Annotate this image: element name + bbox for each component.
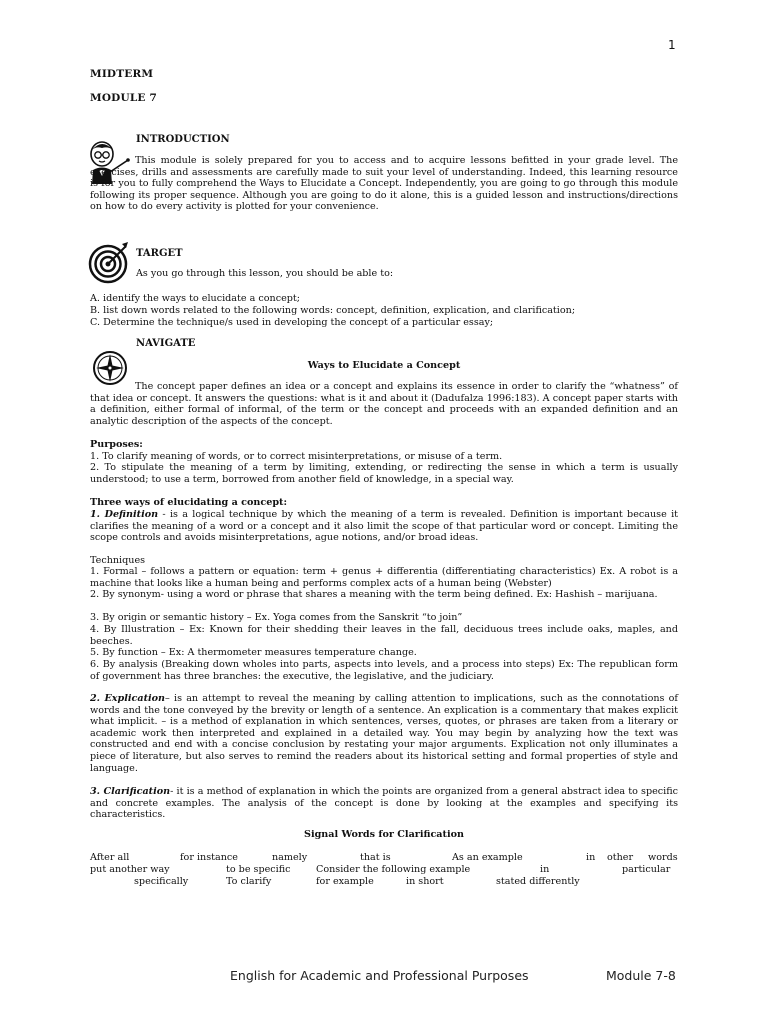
signal-word: To clarify	[226, 876, 272, 887]
signal-word: for example	[316, 876, 374, 887]
purpose-item-1: 1. To clarify meaning of words, or to correct misinterpretations, or misuse of a term.	[90, 451, 503, 462]
technique-4: 4. By Illustration – Ex: Known for their shedding their leaves in the fall, deciduous trees include oaks, maples, and beeches.	[90, 624, 678, 647]
signal-word: specifically	[134, 876, 189, 887]
explication-paragraph	[90, 693, 678, 774]
navigate-title: NAVIGATE	[136, 338, 196, 349]
footer-course: English for Academic and Professional Purposes	[230, 968, 529, 983]
module-heading: MODULE 7	[90, 92, 157, 104]
definition-paragraph	[90, 509, 678, 544]
signal-word: particular	[622, 864, 671, 875]
signal-word: After all	[90, 852, 130, 863]
signal-word: put another way	[90, 864, 170, 875]
target-title: TARGET	[136, 248, 183, 259]
technique-1: 1. Formal – follows a pattern or equation: term + genus + differentia (differentiating characteristics) Ex. A robot is a machine that looks like a human being and performs complex acts of a human being (Webster)	[90, 566, 678, 589]
introduction-paragraph: This module is solely prepared for you to access and to acquire lessons befitted in your grade level. The exercises, drills and assessments are carefully made to suit your level of understanding. Indeed, this learning resource is for you to fully comprehend the Ways to Elucidate a Concept. Independently, you are going to go through this module following its proper sequence. Although you are going to do it alone, this is a guided lesson and instructions/directions on how to do every activity is plotted for your convenience.	[90, 155, 678, 213]
three-ways-title: Three ways of elucidating a concept:	[90, 497, 288, 508]
signal-word: for instance	[180, 852, 238, 863]
definition-label: 1. Definition	[90, 509, 159, 520]
ways-heading: Ways to Elucidate a Concept	[307, 360, 461, 371]
technique-2: 2. By synonym- using a word or phrase that shares a meaning with the term being defined. Ex: Hashish – marijuana.	[90, 589, 658, 600]
signal-word: in	[540, 864, 550, 875]
explication-label: 2. Explication	[90, 693, 166, 704]
signal-word: to be specific	[226, 864, 291, 875]
technique-5: 5. By function – Ex: A thermometer measures temperature change.	[90, 647, 417, 658]
target-item-b: B. list down words related to the following words: concept, definition, explication, and clarification;	[90, 305, 576, 316]
definition-text: - is a logical technique by which the meaning of a term is revealed. Definition is important because it clarifies the meaning of a word or a concept and it also limit the scope of that particular word or concept. Limiting the scope controls and avoids misinterpretations, ague notions, and/or broad ideas.	[90, 509, 678, 544]
signal-words-title: Signal Words for Clarification	[304, 829, 464, 840]
explication-text: – is an attempt to reveal the meaning by calling attention to implications, such as the connotations of words and the tone conveyed by the brevity or length of a sentence. An explication is a commentary that makes explicit what implicit. – is a method of explanation in which sentences, verses, quotes, or phrases are taken from a literary or academic work then interpreted and explained in a detailed way. You may begin by analyzing how the text was constructed and end with a concise conclusion by restating your major arguments. Explication not only illuminates a piece of literature, but also serves to remind the readers about its historical setting and formal properties of style and language.	[90, 693, 678, 774]
target-item-a: A. identify the ways to elucidate a concept;	[90, 293, 300, 304]
midterm-heading: MIDTERM	[90, 68, 154, 80]
signal-word: that is	[360, 852, 391, 863]
signal-word: As an example	[452, 852, 523, 863]
target-item-c: C. Determine the technique/s used in developing the concept of a particular essay;	[90, 317, 494, 328]
introduction-title: INTRODUCTION	[136, 134, 230, 145]
clarification-text: - it is a method of explanation in which the points are organized from a general abstract idea to specific and concrete examples. The analysis of the concept is done by looking at the examples and specifying its characteristics.	[90, 786, 678, 821]
clarification-paragraph	[90, 786, 678, 821]
target-lead: As you go through this lesson, you should be able to:	[136, 268, 394, 279]
purpose-item-2: 2. To stipulate the meaning of a term by limiting, extending, or redirecting the sense in which a term is usually understood; to use a term, borrowed from another field of knowledge, in a special way.	[90, 462, 678, 485]
technique-6: 6. By analysis (Breaking down wholes into parts, aspects into levels, and a process into steps) Ex: The republican form of government has three branches: the executive, the legislative, and the judiciary.	[90, 659, 678, 682]
signal-word: in	[586, 852, 596, 863]
page-number: 1	[668, 38, 676, 52]
purposes-title: Purposes:	[90, 439, 143, 450]
signal-word: in short	[406, 876, 444, 887]
signal-word: namely	[272, 852, 308, 863]
footer-module: Module 7-8	[606, 968, 676, 983]
signal-word: other	[607, 852, 634, 863]
technique-3: 3. By origin or semantic history – Ex. Yoga comes from the Sanskrit “to join”	[90, 612, 463, 623]
signal-word: stated differently	[496, 876, 580, 887]
techniques-title: Techniques	[90, 555, 146, 566]
concept-paper-paragraph: The concept paper defines an idea or a concept and explains its essence in order to clarify the “whatness” of that idea or concept. It answers the questions: what is it and about it (Dadufalza 1996:183). A concept paper starts with a definition, either formal of informal, of the term or the concept and proceeds with an expanded definition and an analytic description of the aspects of the concept.	[90, 381, 678, 427]
clarification-label: 3. Clarification	[90, 786, 171, 797]
signal-word: Consider the following example	[316, 864, 471, 875]
target-icon	[88, 240, 132, 284]
signal-word: words	[648, 852, 678, 863]
